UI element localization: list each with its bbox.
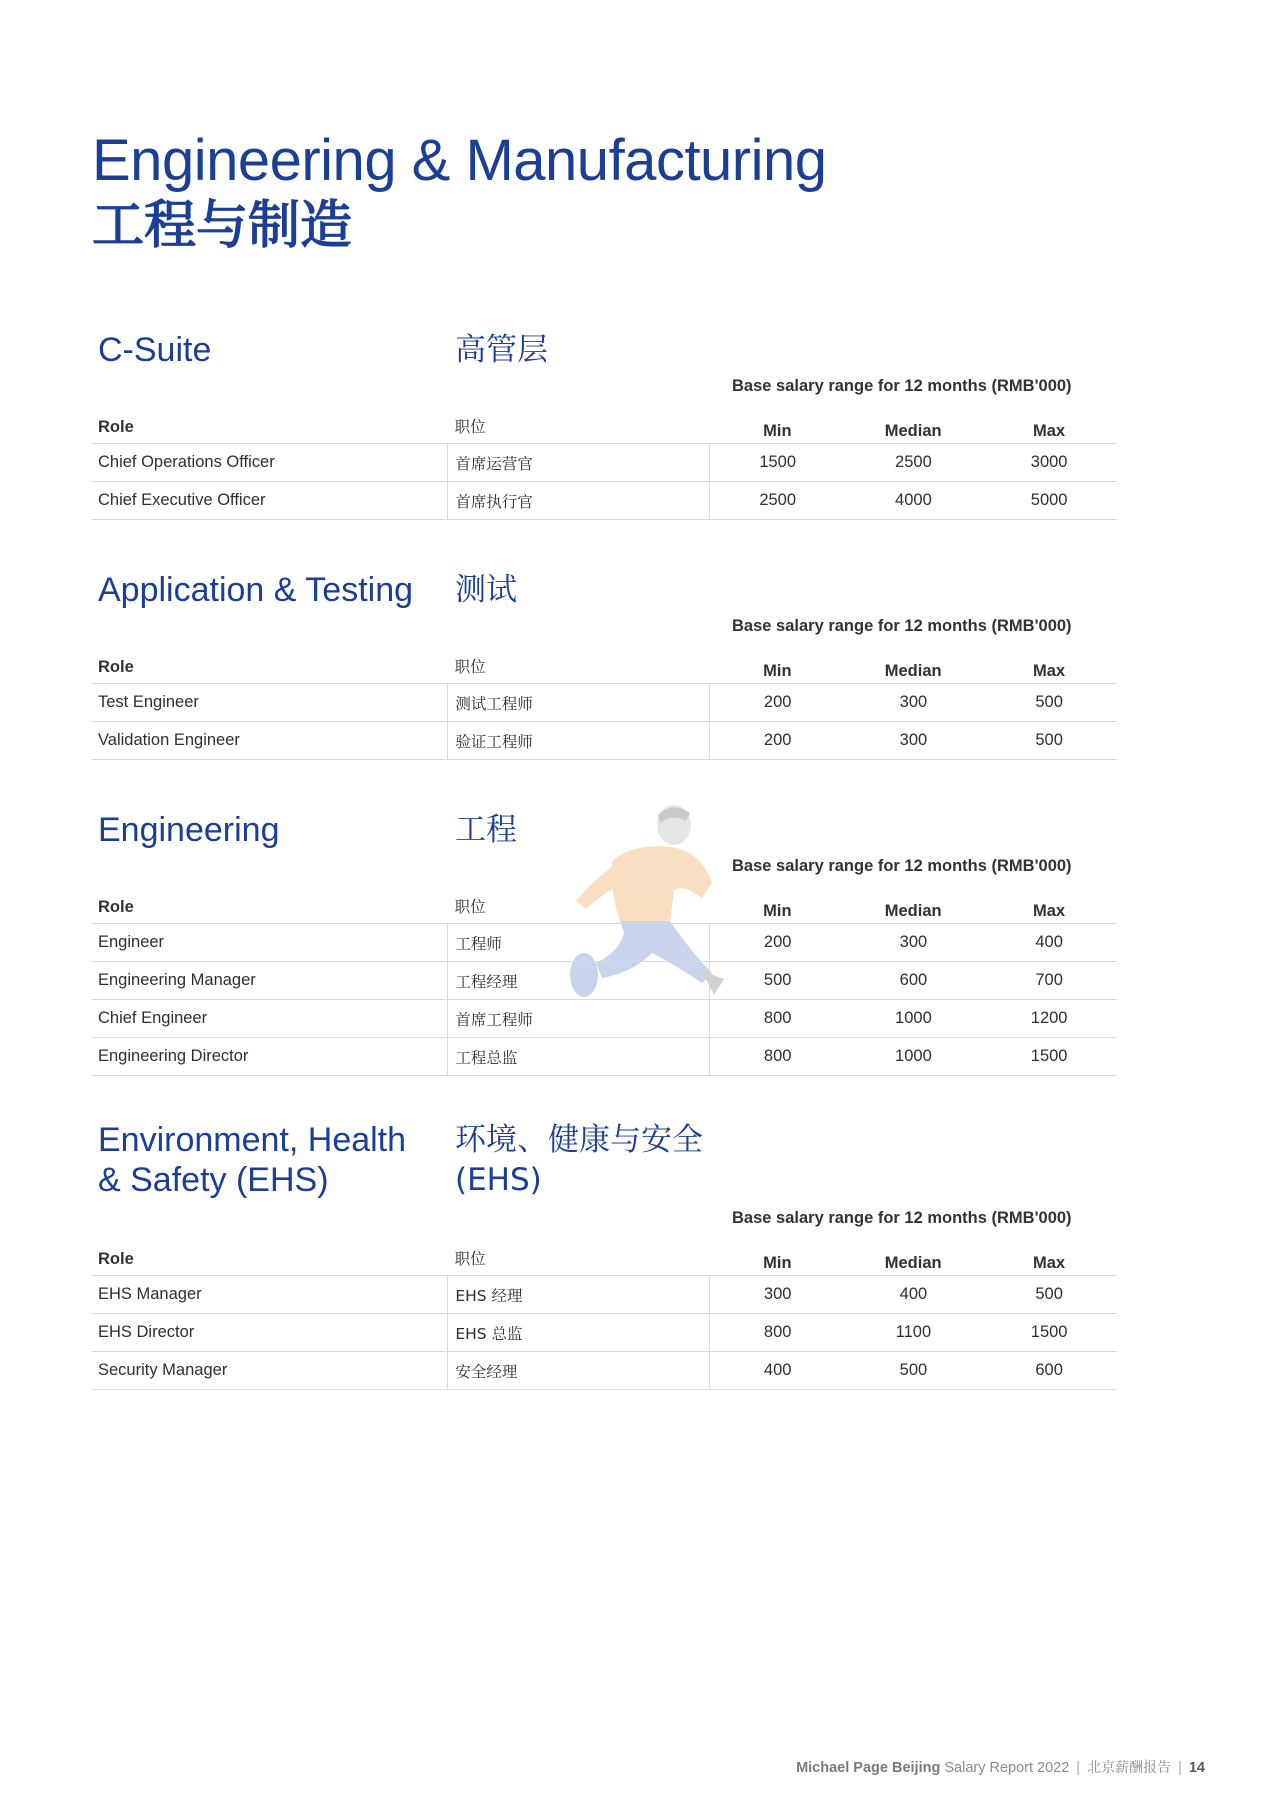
- section-title: C-Suite: [98, 331, 212, 369]
- table-header-row: [92, 408, 1117, 444]
- role-cn-cell: 测试工程师: [447, 684, 709, 721]
- median-cell: 300: [899, 731, 928, 749]
- max-cell: 500: [1035, 693, 1063, 711]
- min-cell: 800: [709, 1038, 846, 1075]
- header-max: Max: [1033, 1254, 1066, 1272]
- median-cell: 500: [899, 1361, 928, 1379]
- footer-brand: Michael Page Beijing: [796, 1760, 941, 1776]
- min-cell: 2500: [709, 482, 846, 519]
- role-cn-cell: EHS 经理: [447, 1276, 709, 1313]
- footer-separator: |: [1076, 1760, 1081, 1776]
- header-median: Median: [884, 1254, 942, 1272]
- salary-range-note: Base salary range for 12 months (RMB'000): [732, 857, 1072, 875]
- min-cell: 800: [709, 1000, 846, 1037]
- header-min: Min: [763, 662, 792, 680]
- header-median: Median: [884, 662, 942, 680]
- max-cell: 500: [1035, 1285, 1063, 1303]
- table-header-row: [92, 888, 1117, 924]
- section-application-testing: [92, 570, 1117, 760]
- table-row: [92, 924, 1117, 962]
- header-min: Min: [763, 902, 792, 920]
- role-cell: Security Manager: [98, 1361, 228, 1379]
- header-role-cn: 职位: [454, 1250, 486, 1268]
- min-cell: 500: [709, 962, 846, 999]
- max-cell: 700: [1035, 971, 1063, 989]
- salary-table: [92, 1240, 1117, 1390]
- median-cell: 300: [899, 693, 928, 711]
- section-title-cn: 测试: [455, 572, 517, 608]
- header-median: Median: [884, 422, 942, 440]
- header-role-cn: 职位: [454, 658, 486, 676]
- role-cn-cell: EHS 总监: [447, 1314, 709, 1351]
- median-cell: 600: [899, 971, 928, 989]
- median-cell: 1000: [895, 1047, 932, 1065]
- footer-report: Salary Report 2022: [944, 1760, 1070, 1776]
- section-title-cn: 工程: [455, 812, 517, 848]
- header-max: Max: [1033, 902, 1066, 920]
- salary-range-note: Base salary range for 12 months (RMB'000): [732, 617, 1072, 635]
- section-title-cn: 环境、健康与安全 (EHS): [455, 1122, 703, 1198]
- max-cell: 1500: [1030, 1323, 1068, 1341]
- header-max: Max: [1033, 422, 1066, 440]
- section-c-suite: [92, 330, 1117, 520]
- page-title-cn: 工程与制造: [92, 196, 353, 256]
- section-engineering: [92, 810, 1117, 1080]
- salary-table: [92, 648, 1117, 760]
- page-number: 14: [1188, 1760, 1205, 1776]
- max-cell: 1200: [1030, 1009, 1068, 1027]
- min-cell: 200: [709, 684, 846, 721]
- role-cell: Engineering Director: [98, 1047, 249, 1065]
- role-cn-cell: 工程总监: [447, 1038, 709, 1075]
- median-cell: 2500: [895, 453, 932, 471]
- median-cell: 1000: [895, 1009, 932, 1027]
- median-cell: 4000: [895, 491, 932, 509]
- role-cell: Chief Engineer: [98, 1009, 208, 1027]
- role-cn-cell: 工程师: [447, 924, 709, 961]
- max-cell: 400: [1035, 933, 1063, 951]
- section-title-cn: 高管层: [455, 332, 548, 368]
- table-row: [92, 482, 1117, 520]
- header-median: Median: [884, 902, 942, 920]
- section-ehs: [92, 1120, 1117, 1400]
- header-min: Min: [763, 1254, 792, 1272]
- page-title: Engineering & Manufacturing: [92, 128, 827, 193]
- table-row: [92, 1314, 1117, 1352]
- footer-separator: |: [1178, 1760, 1182, 1776]
- min-cell: 400: [709, 1352, 846, 1389]
- role-cn-cell: 验证工程师: [447, 722, 709, 759]
- footer-report-cn: 北京薪酬报告: [1087, 1760, 1172, 1776]
- table-row: [92, 1038, 1117, 1076]
- median-cell: 300: [899, 933, 928, 951]
- min-cell: 1500: [709, 444, 846, 481]
- table-row: [92, 722, 1117, 760]
- table-row: [92, 962, 1117, 1000]
- salary-range-note: Base salary range for 12 months (RMB'000): [732, 377, 1072, 395]
- median-cell: 400: [899, 1285, 928, 1303]
- role-cn-cell: 首席工程师: [447, 1000, 709, 1037]
- table-row: [92, 444, 1117, 482]
- min-cell: 200: [709, 722, 846, 759]
- median-cell: 1100: [895, 1323, 932, 1341]
- section-title: Engineering: [98, 811, 280, 849]
- salary-range-note: Base salary range for 12 months (RMB'000): [732, 1209, 1072, 1227]
- min-cell: 800: [709, 1314, 846, 1351]
- table-row: [92, 1352, 1117, 1390]
- table-header-row: [92, 648, 1117, 684]
- table-header-row: [92, 1240, 1117, 1276]
- role-cn-cell: 工程经理: [447, 962, 709, 999]
- role-cn-cell: 首席运营官: [447, 444, 709, 481]
- salary-table: [92, 888, 1117, 1076]
- section-title: Application & Testing: [98, 571, 414, 609]
- table-row: [92, 1000, 1117, 1038]
- role-cell: EHS Manager: [98, 1285, 202, 1303]
- header-role: Role: [98, 418, 134, 436]
- max-cell: 3000: [1030, 453, 1068, 471]
- header-max: Max: [1033, 662, 1066, 680]
- role-cell: Engineering Manager: [98, 971, 256, 989]
- role-cell: Validation Engineer: [98, 731, 240, 749]
- header-min: Min: [763, 422, 792, 440]
- table-row: [92, 684, 1117, 722]
- role-cn-cell: 安全经理: [447, 1352, 709, 1389]
- role-cell: EHS Director: [98, 1323, 195, 1341]
- header-role: Role: [98, 1250, 134, 1268]
- max-cell: 600: [1035, 1361, 1063, 1379]
- section-title: Environment, Health & Safety (EHS): [98, 1121, 407, 1199]
- role-cn-cell: 首席执行官: [447, 482, 709, 519]
- header-role-cn: 职位: [454, 418, 486, 436]
- max-cell: 5000: [1030, 491, 1068, 509]
- min-cell: 300: [709, 1276, 846, 1313]
- min-cell: 200: [709, 924, 846, 961]
- table-row: [92, 1276, 1117, 1314]
- salary-table: [92, 408, 1117, 520]
- header-role-cn: 职位: [454, 898, 486, 916]
- role-cell: Test Engineer: [98, 693, 199, 711]
- role-cell: Engineer: [98, 933, 165, 951]
- header-role: Role: [98, 658, 134, 676]
- header-role: Role: [98, 898, 134, 916]
- role-cell: Chief Executive Officer: [98, 491, 266, 509]
- max-cell: 1500: [1030, 1047, 1068, 1065]
- role-cell: Chief Operations Officer: [98, 453, 275, 471]
- max-cell: 500: [1035, 731, 1063, 749]
- page-footer: [0, 1757, 1205, 1777]
